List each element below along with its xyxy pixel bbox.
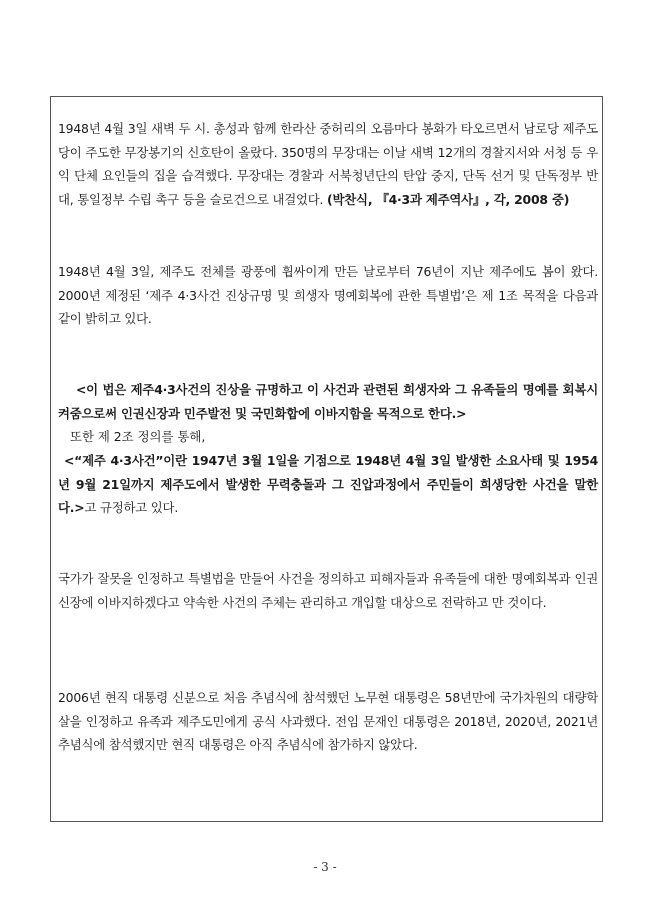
law-quote-2-tail: 고 규정하고 있다. (84, 500, 179, 515)
law-quote-article-2 (58, 449, 598, 520)
law-quote-article-1 (58, 378, 598, 425)
paragraph-4 (58, 567, 598, 614)
paragraph-5 (58, 686, 598, 757)
law-quote-2-text: <“제주 4·3사건”이란 1947년 3월 1일을 기점으로 1948년 4월 3일 발생한 소요사태 및 1954년 9월 21일까지 제주도에서 발생한 무력충돌과 그 진압과정에서 주민들이 희생당한 사건을 말한다.> (58, 453, 598, 515)
citation: (박찬식, 『4·3과 제주역사』, 각, 2008 중) (327, 191, 570, 207)
page-number: - 3 - (313, 860, 337, 874)
paragraph-4-text: 국가가 잘못을 인정하고 특별법을 만들어 사건을 정의하고 피해자들과 유족들에 대한 명예회복과 인권신장에 이바지하겠다고 약속한 사건의 주체는 관리하고 개입할 대상으로 전락하고 만 것이다. (58, 571, 598, 610)
paragraph-2-text: 1948년 4월 3일, 제주도 전체를 광풍에 휩싸이게 만든 날로부터 76년이 지난 제주에도 봄이 왔다. 2000년 제정된 ‘제주 4·3사건 진상규명 및 희생자 명예회복에 관한 특별법’은 제 1조 목적을 다음과 같이 밝히고 있다. (58, 264, 598, 326)
law-quote-1-text: <이 법은 제주4·3사건의 진상을 규명하고 이 사건과 관련된 희생자와 그 유족들의 명예를 회복시켜줌으로써 인권신장과 민주발전 및 국민화합에 이바지함을 목적으로 한다.> (58, 382, 598, 421)
paragraph-2 (58, 260, 598, 331)
article-2-intro: 또한 제 2조 정의를 통해, (70, 429, 206, 444)
paragraph-1-text: 1948년 4월 3일 새벽 두 시. 총성과 함께 한라산 중허리의 오름마다 봉화가 타오르면서 남로당 제주도당이 주도한 무장봉기의 신호탄이 올랐다. 350명의 무장대는 이날 새벽 12개의 경찰지서와 서청 등 우익 단체 요인들의 집을 습격했다. 무장대는 경찰과 서북청년단의 탄압 중지, 단독 선거 및 단독정부 반대, 통일정부 수립 촉구 등을 슬로건으로 내걸었다. (58, 121, 598, 207)
paragraph-1 (58, 117, 598, 211)
paragraph-5-text: 2006년 현직 대통령 신분으로 처음 추념식에 참석했던 노무현 대통령은 58년만에 국가차원의 대량학살을 인정하고 유족과 제주도민에게 공식 사과했다. 전임 문재인 대통령은 2018년, 2020년, 2021년 추념식에 참석했지만 현직 대통령은 아직 추념식에 참가하지 않았다. (58, 690, 598, 752)
